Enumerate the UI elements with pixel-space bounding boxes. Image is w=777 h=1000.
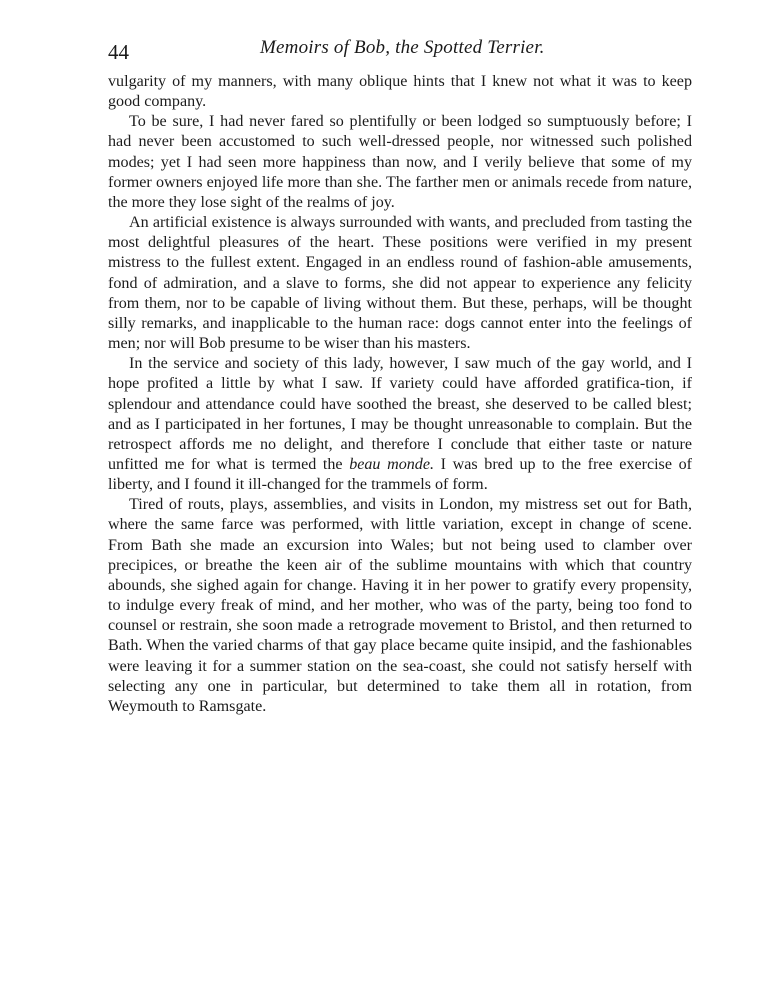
- paragraph-continued: vulgarity of my manners, with many oblique hints that I knew not what it was to keep good company.: [108, 73, 692, 111]
- paragraph-text: In the service and society of this lady, however, I saw much of the gay world, and I hope profited a little by what I saw. If variety could have afforded gratifica-tion, if splendour and attendance could have soothed the breast, she deserved to be called blest; and as I participated in her fortunes, I may be thought unreasonable to complain. But the retrospect affords me no delight, and therefore I conclude that either taste or nature unfitted me for what is termed the: [108, 355, 692, 473]
- running-title: Memoirs of Bob, the Spotted Terrier.: [260, 37, 545, 58]
- paragraph-text: I was bred up to the free exercise of liberty, and I found it ill-changed for the trammels of form.: [108, 455, 692, 494]
- paragraph: [108, 354, 692, 495]
- paragraph: To be sure, I had never fared so plentifully or been lodged so sumptuously before; I had never been accustomed to such well-dressed people, nor witnessed such polished modes; yet I had seen more happiness than now, and I verily believe that some of my former owners enjoyed life more than she. The farther men or animals recede from nature, the more they lose sight of the realms of joy.: [108, 113, 692, 211]
- page-number: 44: [108, 40, 129, 64]
- body-text: [108, 72, 692, 717]
- paragraph: An artificial existence is always surrounded with wants, and precluded from tasting the most delightful pleasures of the heart. These positions were verified in my present mistress to the fullest extent. Engaged in an endless round of fashion-able amusements, fond of admiration, and a slave to forms, she did not appear to experience any felicity from them, nor to be capable of living without them. But these, perhaps, will be thought silly remarks, and inapplicable to the human race: dogs cannot enter into the feelings of men; nor will Bob presume to be wiser than his masters.: [108, 214, 692, 353]
- italic-phrase: beau monde.: [349, 455, 435, 473]
- paragraph: Tired of routs, plays, assemblies, and visits in London, my mistress set out for Bath, where the same farce was performed, with little variation, except in change of scene. From Bath she made an excursion into Wales; but not being used to clamber over precipices, or breathe the keen air of the sublime mountains with which that country abounds, she sighed again for change. Having it in her power to gratify every propensity, to indulge every freak of mind, and her mother, who was of the party, being too fond to counsel or restrain, she soon made a retrograde movement to Bristol, and then returned to Bath. When the varied charms of that gay place became quite insipid, and the fashionables were leaving it for a summer station on the sea-coast, she could not satisfy herself with selecting any one in particular, but determined to take them all in rotation, from Weymouth to Ramsgate.: [108, 496, 692, 715]
- running-head: [108, 36, 692, 66]
